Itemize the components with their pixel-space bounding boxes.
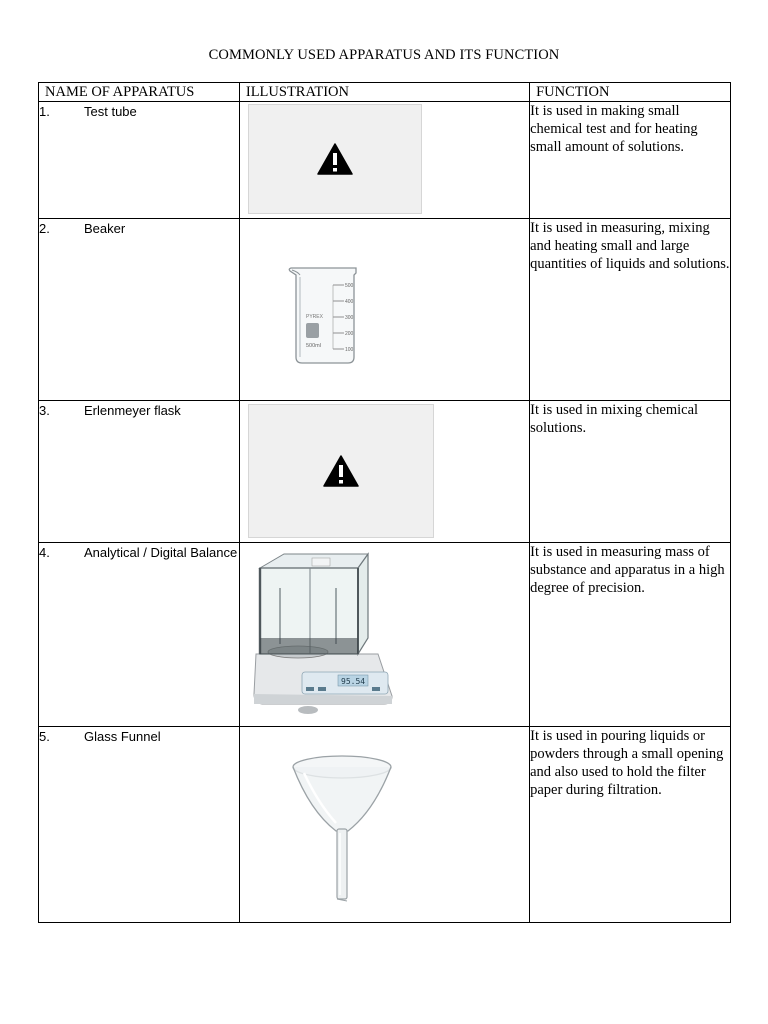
header-illustration: ILLUSTRATION [239,83,529,102]
apparatus-name: Beaker [84,221,126,236]
header-name: NAME OF APPARATUS [39,83,240,102]
warning-icon [323,455,359,487]
row-number: 1. [39,104,50,119]
analytical-balance-illustration [250,548,400,720]
beaker-mark-300: 300 [344,315,354,321]
beaker-mark-100: 100 [344,347,354,353]
beaker-mark-200: 200 [344,331,354,337]
apparatus-table [38,82,731,923]
apparatus-name: Analytical / Digital Balance [84,545,238,560]
page-title: COMMONLY USED APPARATUS AND ITS FUNCTION [208,47,560,63]
image-placeholder [248,104,422,214]
beaker-mark-500: 500 [344,283,354,289]
beaker-illustration [286,265,364,367]
glass-funnel-illustration [290,753,396,905]
function-cell: It is used in pouring liquids or powders through a small opening and also used to hold the filter paper during filtration. [530,727,731,923]
apparatus-name-cell [39,543,240,727]
illustration-cell [239,727,529,923]
function-cell: It is used in making small chemical test and for heating small amount of solutions. [530,102,731,219]
image-placeholder [248,404,434,538]
function-cell: It is used in measuring, mixing and heating small and large quantities of liquids and solutions. [530,219,731,401]
header-function: FUNCTION [530,83,731,102]
table-row [39,401,731,543]
illustration-cell [239,401,529,543]
table-row [39,219,731,401]
illustration-cell [239,543,529,727]
apparatus-name-cell [39,401,240,543]
apparatus-name: Test tube [84,104,137,119]
apparatus-name: Erlenmeyer flask [84,403,181,418]
beaker-volume-label: 500ml [305,343,321,349]
table-row [39,727,731,923]
function-cell: It is used in mixing chemical solutions. [530,401,731,543]
balance-display-readout: 95.54 [340,677,365,686]
table-row [39,543,731,727]
warning-icon [317,143,353,175]
row-number: 4. [39,545,50,560]
row-number: 5. [39,729,50,744]
table-header-row [39,83,731,102]
apparatus-name-cell [39,219,240,401]
beaker-brand-label: PYREX [305,314,323,320]
apparatus-name-cell [39,727,240,923]
row-number: 2. [39,221,50,236]
beaker-mark-400: 400 [344,299,354,305]
apparatus-name: Glass Funnel [84,729,161,744]
apparatus-name-cell [39,102,240,219]
illustration-cell [239,219,529,401]
table-row [39,102,731,219]
function-cell: It is used in measuring mass of substance and apparatus in a high degree of precision. [530,543,731,727]
illustration-cell [239,102,529,219]
row-number: 3. [39,403,50,418]
